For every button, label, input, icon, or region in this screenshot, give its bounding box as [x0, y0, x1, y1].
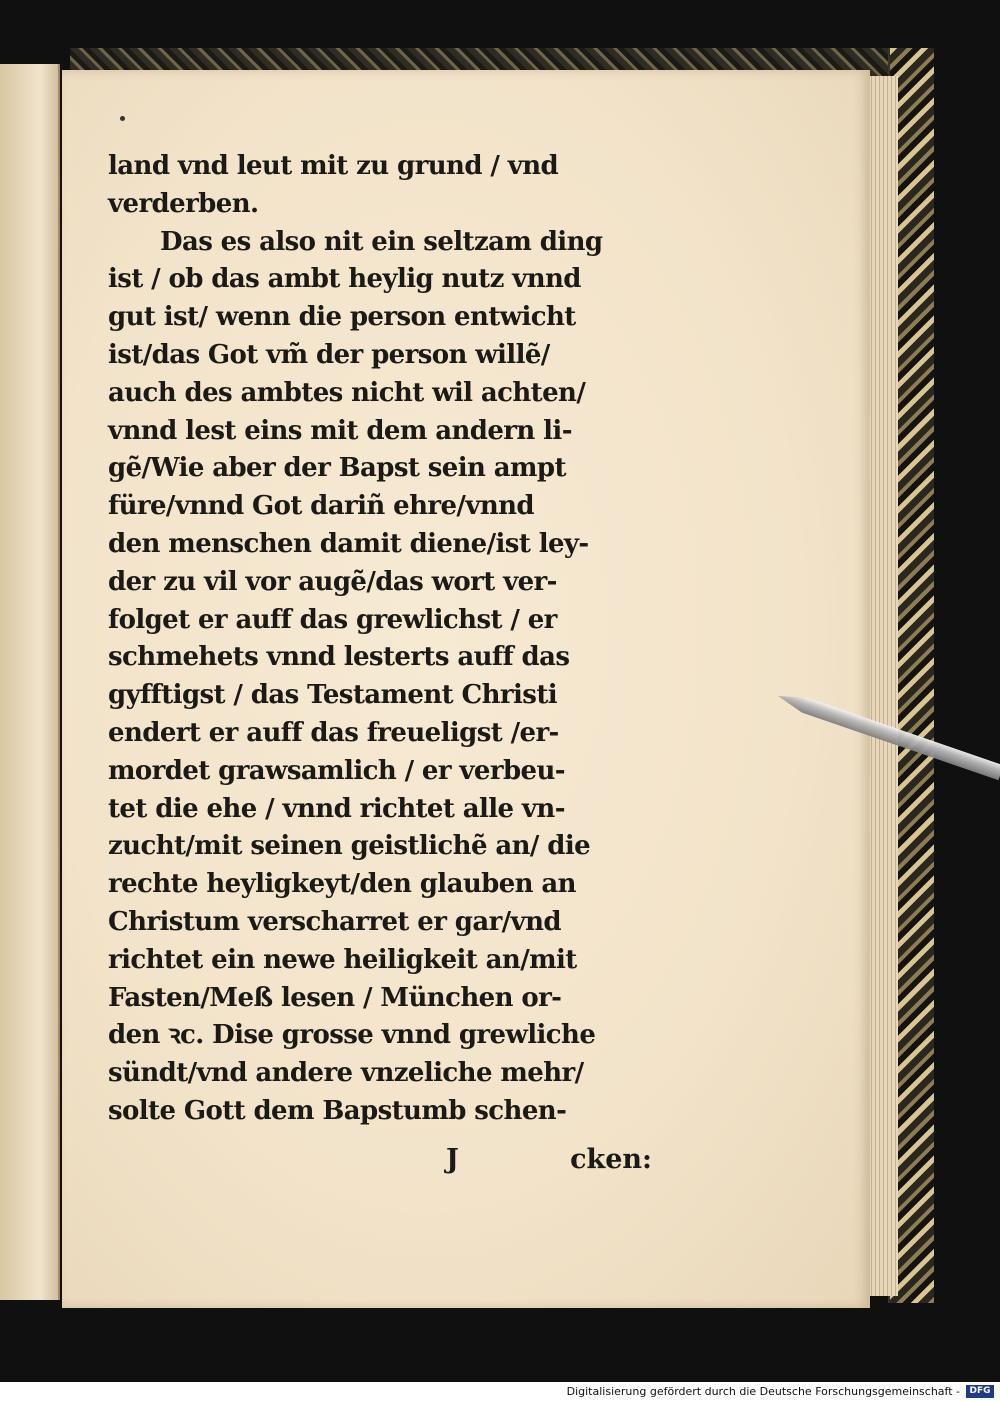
text-line: den ꝛc. Dise grosse vnnd grewliche — [108, 1020, 596, 1051]
text-line: füre/vnnd Got dariñ ehre/vnnd — [108, 491, 535, 522]
text-line: solte Gott dem Bapstumb schen- — [108, 1095, 567, 1126]
text-line: zucht/mit seinen geistlichẽ an/ die — [108, 831, 591, 862]
text-line: gut ist/ wenn die person entwicht — [108, 302, 576, 333]
text-line: rechte heyligkeyt/den glauben an — [108, 869, 576, 900]
text-block — [108, 148, 660, 1131]
text-line: sündt/vnd andere vnzeliche mehr/ — [108, 1058, 584, 1089]
text-line: Fasten/Meß lesen / München or- — [108, 982, 562, 1013]
text-line: endert er auff das freueligst /er- — [108, 717, 559, 748]
text-line: gyfftigst / das Testament Christi — [108, 680, 558, 711]
digitization-footer — [0, 1382, 1000, 1402]
text-line: gẽ/Wie aber der Bapst sein ampt — [108, 453, 566, 484]
text-line: auch des ambtes nicht wil achten/ — [108, 377, 586, 408]
page-footer-marks — [108, 1144, 660, 1182]
text-line: den menschen damit diene/ist ley- — [108, 528, 589, 559]
catchword: cken: — [570, 1144, 652, 1175]
ink-dot — [120, 116, 125, 121]
text-line: schmehets vnnd lesterts auff das — [108, 642, 570, 673]
text-line: Das es also nit ein seltzam ding — [160, 226, 603, 257]
text-line: land vnd leut mit zu grund / vnd — [108, 151, 559, 181]
text-line: Christum verscharret er gar/vnd — [108, 906, 561, 937]
text-line: ist/das Got vm̃ der person willẽ/ — [108, 339, 550, 370]
text-line: der zu vil vor augẽ/das wort ver- — [108, 566, 557, 597]
text-line: vnnd lest eins mit dem andern li- — [108, 415, 572, 446]
signature-mark: J — [446, 1144, 459, 1175]
book-page — [62, 70, 870, 1308]
text-line: mordet grawsamlich / er verbeu- — [108, 755, 565, 786]
dfg-logo: DFG — [966, 1385, 994, 1398]
funding-credit: Digitalisierung gefördert durch die Deutsche Forschungsgemeinschaft - — [566, 1385, 960, 1398]
text-line: richtet ein newe heiligkeit an/mit — [108, 944, 577, 975]
text-line: ist / ob das ambt heylig nutz vnnd — [108, 264, 581, 295]
facing-page-edge — [0, 64, 60, 1300]
text-line: folget er auff das grewlichst / er — [108, 604, 557, 635]
text-line: verderben. — [108, 188, 259, 219]
text-line: tet die ehe / vnnd richtet alle vn- — [108, 793, 565, 824]
